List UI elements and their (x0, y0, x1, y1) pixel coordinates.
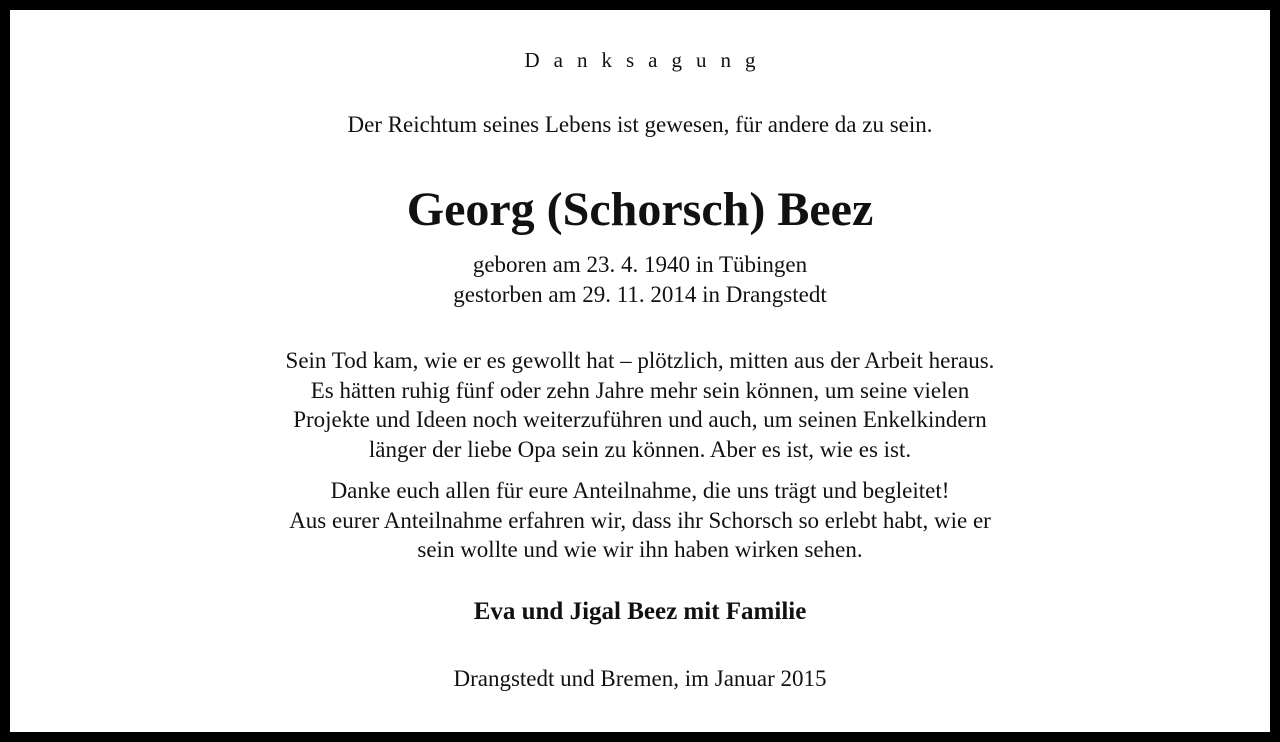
motto: Der Reichtum seines Lebens ist gewesen, für andere da zu sein. (347, 112, 933, 137)
tribute-line: länger der liebe Opa sein zu können. Aber es ist, wie es ist. (368, 436, 912, 462)
tribute-line: Es hätten ruhig fünf oder zehn Jahre mehr sein können, um seine vielen (310, 377, 970, 403)
tribute-line: Projekte und Ideen noch weiterzuführen und auch, um seinen Enkelkindern (293, 407, 987, 432)
thanks-line: sein wollte und wie wir ihn haben wirken sehen. (417, 537, 863, 562)
thanks-line: Danke euch allen für eure Anteilnahme, die uns trägt und begleitet! (330, 478, 950, 503)
death-line: gestorben am 29. 11. 2014 in Drangstedt (453, 282, 827, 307)
tribute-line: Sein Tod kam, wie er es gewollt hat – plötzlich, mitten aus der Arbeit heraus. (285, 348, 995, 373)
deceased-name: Georg (Schorsch) Beez (406, 183, 874, 236)
signature: Eva und Jigal Beez mit Familie (473, 598, 807, 625)
place-and-date: Drangstedt und Bremen, im Januar 2015 (453, 666, 827, 691)
notice-header: Danksagung (524, 48, 770, 72)
tribute-paragraph (10, 346, 1270, 464)
obituary-notice (10, 10, 1270, 732)
birth-line: geboren am 23. 4. 1940 in Tübingen (472, 252, 808, 277)
thanks-line: Aus eurer Anteilnahme erfahren wir, dass ihr Schorsch so erlebt habt, wie er (289, 507, 991, 533)
life-dates (10, 250, 1270, 310)
thanks-paragraph (10, 476, 1270, 565)
